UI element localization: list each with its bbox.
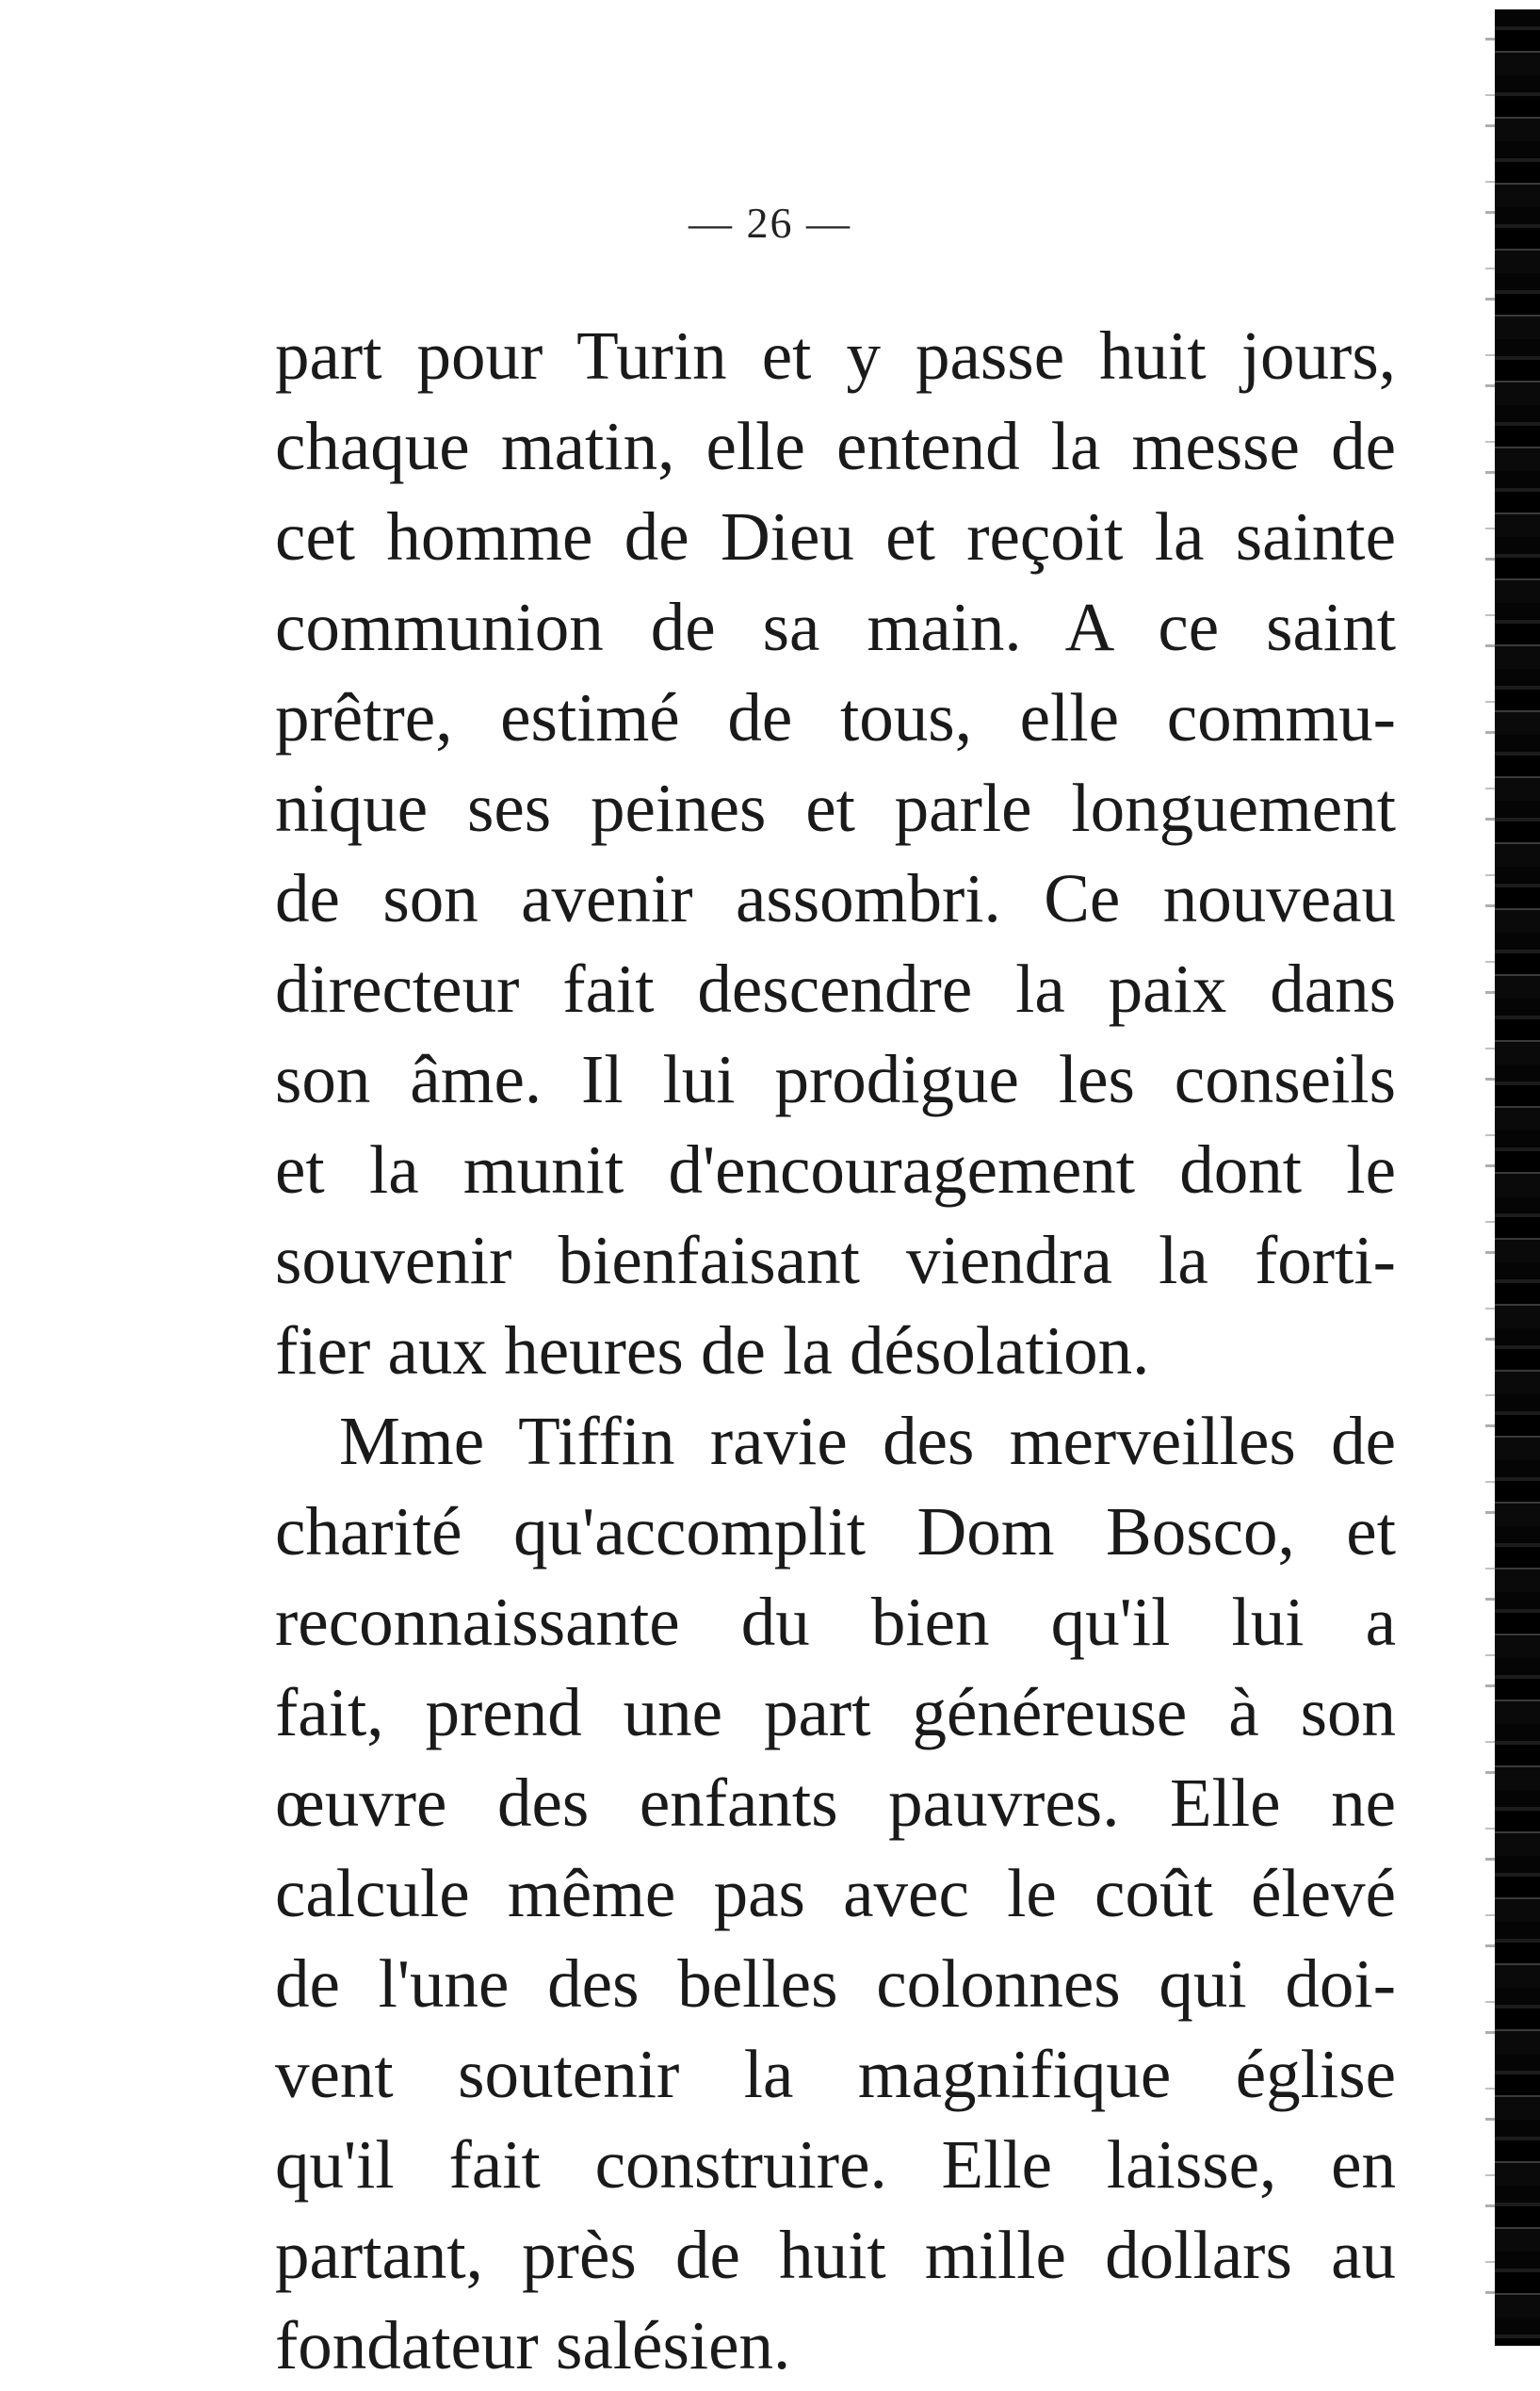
text-line: directeur fait descendre la paix dans [275,951,1396,1027]
text-line: nique ses peines et parle longuement [275,770,1396,846]
scan-edge-shadow [1485,9,1495,2346]
text-line: charité qu'accomplit Dom Bosco, et [275,1493,1396,1570]
text-line: communion de sa main. A ce saint [275,589,1396,665]
text-line: prêtre, estimé de tous, elle commu- [275,679,1396,756]
text-line: fait, prend une part généreuse à son [275,1674,1396,1750]
text-line: de son avenir assombri. Ce nouveau [275,860,1396,936]
text-line: et la munit d'encouragement dont le [275,1131,1396,1208]
text-line: fondateur salésien. [275,2307,791,2383]
text-line: part pour Turin et y passe huit jours, [275,317,1396,394]
text-line: qu'il fait construire. Elle laisse, en [275,2126,1396,2203]
text-line: de l'une des belles colonnes qui doi- [275,1945,1396,2022]
text-line: souvenir bienfaisant viendra la forti- [275,1222,1396,1298]
scan-edge [1495,9,1540,2346]
text-line: œuvre des enfants pauvres. Elle ne [275,1765,1396,1841]
text-line: son âme. Il lui prodigue les conseils [275,1041,1396,1117]
text-line: chaque matin, elle entend la messe de [275,408,1396,484]
text-line: partant, près de huit mille dollars au [275,2217,1396,2293]
page-number: — 26 — [689,199,851,247]
text-line: reconnaissante du bien qu'il lui a [275,1584,1396,1660]
text-line: vent soutenir la magnifique église [275,2036,1396,2112]
text-line: cet homme de Dieu et reçoit la sainte [275,498,1396,575]
text-line: calcule même pas avec le coût élevé [275,1855,1396,1931]
paragraph-start-line: Mme Tiffin ravie des merveilles de [339,1403,1396,1479]
text-line: fier aux heures de la désolation. [275,1312,1150,1389]
body-text [275,311,1396,2391]
